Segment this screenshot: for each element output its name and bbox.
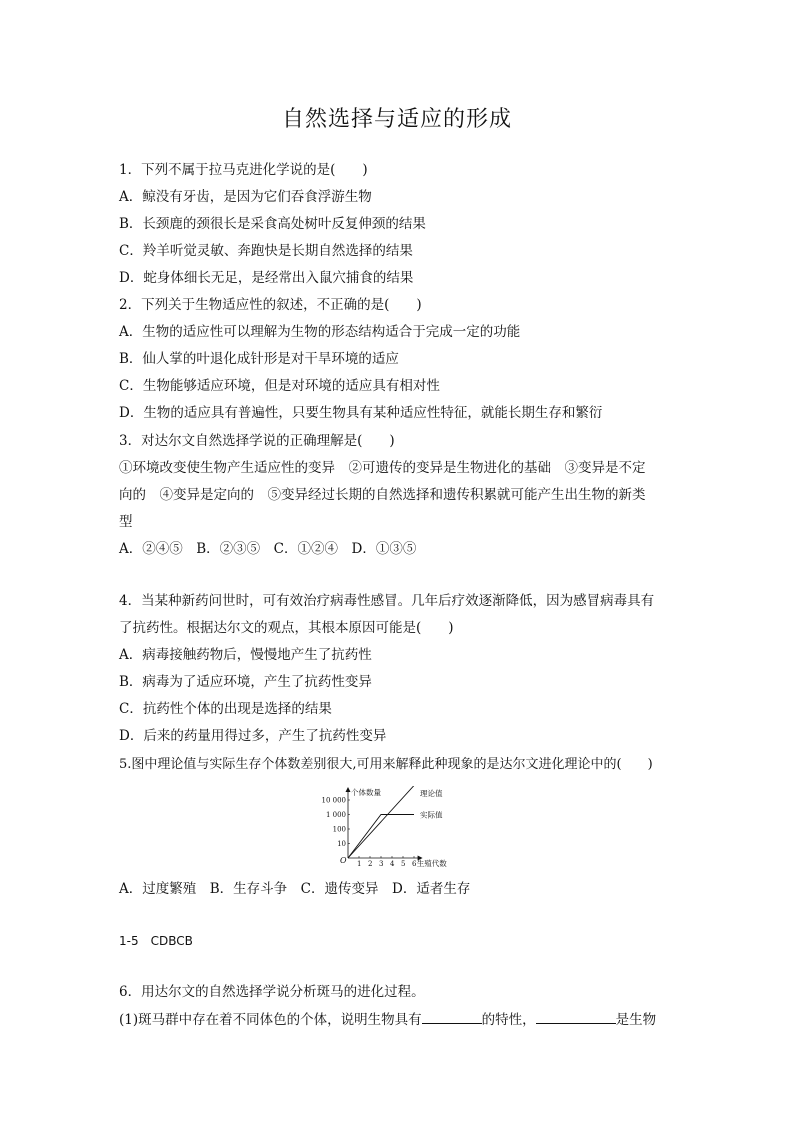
q5-stem: 5.图中理论值与实际生存个体数差别很大,可用来解释此种现象的是达尔文进化理论中的( ) — [119, 757, 653, 772]
q5-options: A．过度繁殖 B．生存斗争 C．遗传变异 D．适者生存 — [119, 881, 471, 897]
q1-stem: 1．下列不属于拉马克进化学说的是( ) — [119, 162, 368, 178]
x-tick-label: 4 — [390, 860, 395, 868]
x-tick-label: 1 — [357, 860, 362, 868]
origin-label: O — [340, 856, 347, 865]
q6-part1-text-b: 的特性， — [481, 1012, 536, 1028]
q4-stem-line2: 了抗药性。根据达尔文的观点，其根本原因可能是( ) — [119, 620, 454, 636]
q6-part1-text-c: 是生物 — [615, 1012, 657, 1028]
y-tick-label: 10 — [337, 840, 346, 848]
y-tick-label: 1 000 — [325, 811, 346, 819]
q4-option-c: C．抗药性个体的出现是选择的结果 — [119, 701, 332, 717]
q2-option-a: A．生物的适应性可以理解为生物的形态结构适合于完成一定的功能 — [119, 324, 521, 340]
q4-option-b: B．病毒为了适应环境，产生了抗药性变异 — [119, 674, 372, 690]
series-label-2: 实际值 — [420, 810, 443, 820]
q1-option-c: C．羚羊听觉灵敏、奔跑快是长期自然选择的结果 — [119, 243, 413, 259]
q2-option-b: B．仙人掌的叶退化成针形是对干旱环境的适应 — [119, 351, 399, 367]
q1-option-d: D．蛇身体细长无足，是经常出入鼠穴捕食的结果 — [119, 270, 414, 286]
q2-option-c: C．生物能够适应环境，但是对环境的适应具有相对性 — [119, 378, 440, 394]
q2-stem: 2．下列关于生物适应性的叙述，不正确的是( ) — [119, 297, 422, 313]
q4-option-a: A．病毒接触药物后，慢慢地产生了抗药性 — [119, 647, 372, 663]
q3-text-line2: 向的 ④变异是定向的 ⑤变异经过长期的自然选择和遗传积累就可能产生出生物的新类 — [119, 487, 646, 503]
q6-stem: 6．用达尔文的自然选择学说分析斑马的进化过程。 — [119, 984, 425, 1000]
x-tick-label: 2 — [368, 860, 373, 868]
q3-stem: 3．对达尔文自然选择学说的正确理解是( ) — [119, 433, 395, 449]
q3-text-line3: 型 — [119, 514, 133, 530]
population-chart — [318, 786, 478, 868]
q2-option-d: D．生物的适应具有普遍性，只要生物具有某种适应性特征，就能长期生存和繁衍 — [119, 405, 603, 421]
y-tick-label: 10 000 — [321, 796, 346, 805]
q1-option-b: B．长颈鹿的颈很长是采食高处树叶反复伸颈的结果 — [119, 216, 426, 232]
q6-part1 — [119, 1009, 656, 1029]
series-line-2 — [348, 815, 414, 859]
q6-part1-text-a: (1)斑马群中存在着不同体色的个体，说明生物具有 — [119, 1012, 422, 1028]
q1-option-a: A．鲸没有牙齿，是因为它们吞食浮游生物 — [119, 189, 372, 205]
y-tick-label: 100 — [332, 825, 346, 834]
q4-stem-line1: 4．当某种新药问世时，可有效治疗病毒性感冒。几年后疗效逐渐降低，因为感冒病毒具有 — [119, 593, 655, 609]
x-tick-label: 5 — [401, 860, 406, 868]
answer-key: 1-5 CDBCB — [119, 934, 193, 948]
x-axis-label: 生殖代数 — [416, 859, 447, 868]
series-label-1: 理论值 — [420, 789, 443, 798]
q3-options: A．②④⑤ B．②③⑤ C．①②④ D．①③⑤ — [119, 541, 417, 557]
y-axis-arrow — [346, 787, 351, 792]
q3-text-line1: ①环境改变使生物产生适应性的变异 ②可遗传的变异是生物进化的基础 ③变异是不定 — [119, 460, 646, 476]
q4-option-d: D．后来的药量用得过多，产生了抗药性变异 — [119, 728, 387, 744]
page-title: 自然选择与适应的形成 — [281, 107, 512, 132]
x-tick-label: 6 — [412, 860, 417, 868]
x-tick-label: 3 — [379, 860, 384, 868]
fill-blank-1[interactable] — [422, 1009, 482, 1024]
fill-blank-2[interactable] — [536, 1009, 616, 1024]
y-axis-label: 个体数量 — [351, 788, 381, 797]
